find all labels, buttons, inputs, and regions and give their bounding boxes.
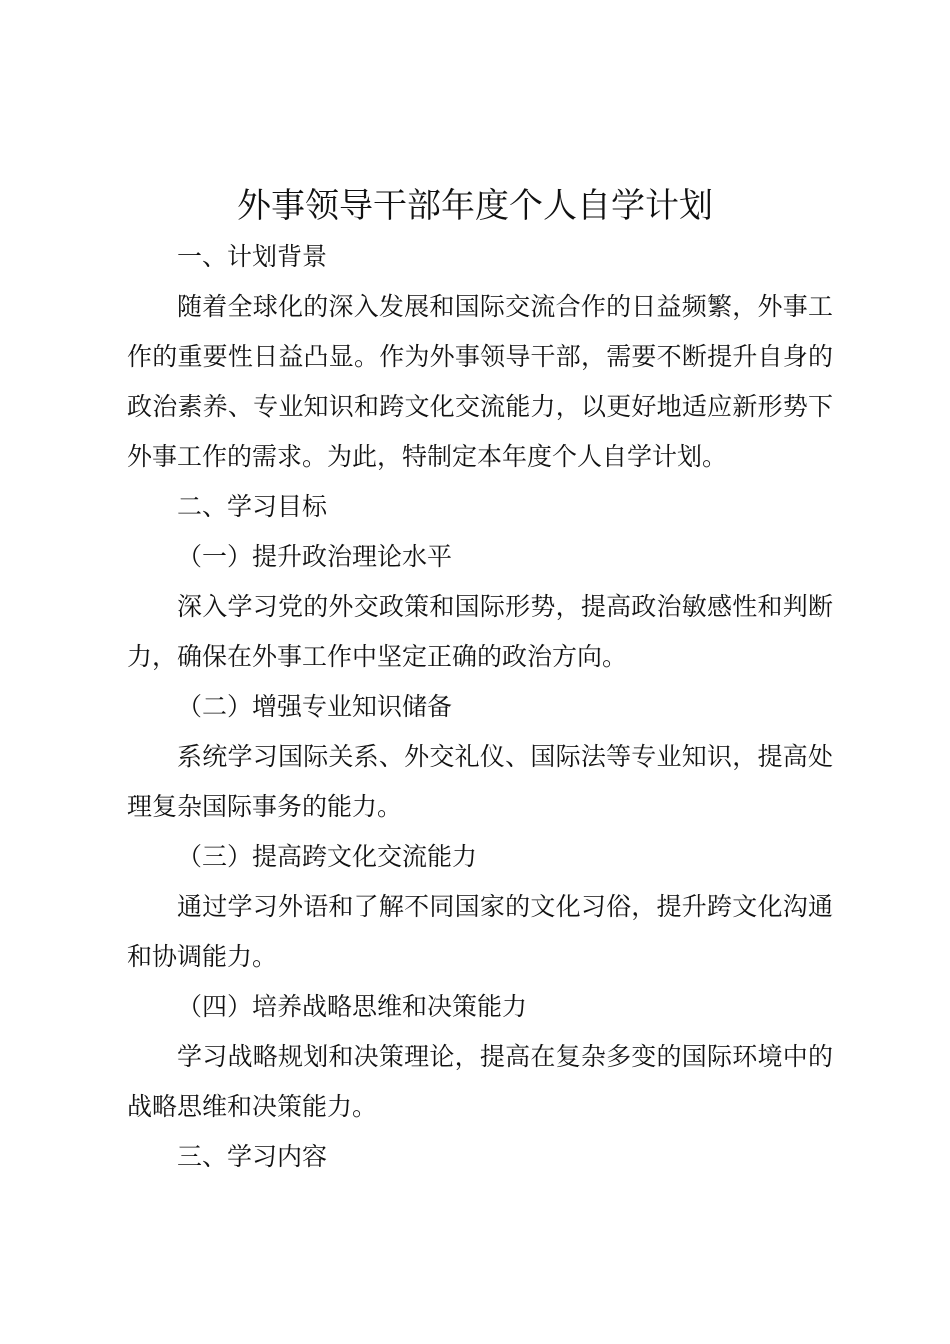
- section-heading-goals: 二、学习目标: [177, 492, 328, 521]
- subheading-goal-3: （三）提高跨文化交流能力: [177, 842, 478, 871]
- paragraph-goal-4: 学习战略规划和决策理论，提高在复杂多变的国际环境中的战略思维和决策能力。: [127, 1042, 833, 1121]
- paragraph-background: 随着全球化的深入发展和国际交流合作的日益频繁，外事工作的重要性日益凸显。作为外事领导干部，需要不断提升自身的政治素养、专业知识和跨文化交流能力，以更好地适应新形势下外事工作的需求。为此，特制定本年度个人自学计划。: [127, 292, 833, 471]
- document-title: 外事领导干部年度个人自学计划: [237, 186, 713, 226]
- paragraph-goal-1: 深入学习党的外交政策和国际形势，提高政治敏感性和判断力，确保在外事工作中坚定正确的政治方向。: [127, 592, 833, 671]
- document-body: [127, 232, 833, 1182]
- section-heading-content: 三、学习内容: [177, 1142, 328, 1171]
- section-heading-background: 一、计划背景: [177, 242, 328, 271]
- subheading-goal-4: （四）培养战略思维和决策能力: [177, 992, 528, 1021]
- paragraph-goal-2: 系统学习国际关系、外交礼仪、国际法等专业知识，提高处理复杂国际事务的能力。: [127, 742, 833, 821]
- subheading-goal-1: （一）提升政治理论水平: [177, 542, 453, 571]
- subheading-goal-2: （二）增强专业知识储备: [177, 692, 453, 721]
- paragraph-goal-3: 通过学习外语和了解不同国家的文化习俗，提升跨文化沟通和协调能力。: [127, 892, 833, 971]
